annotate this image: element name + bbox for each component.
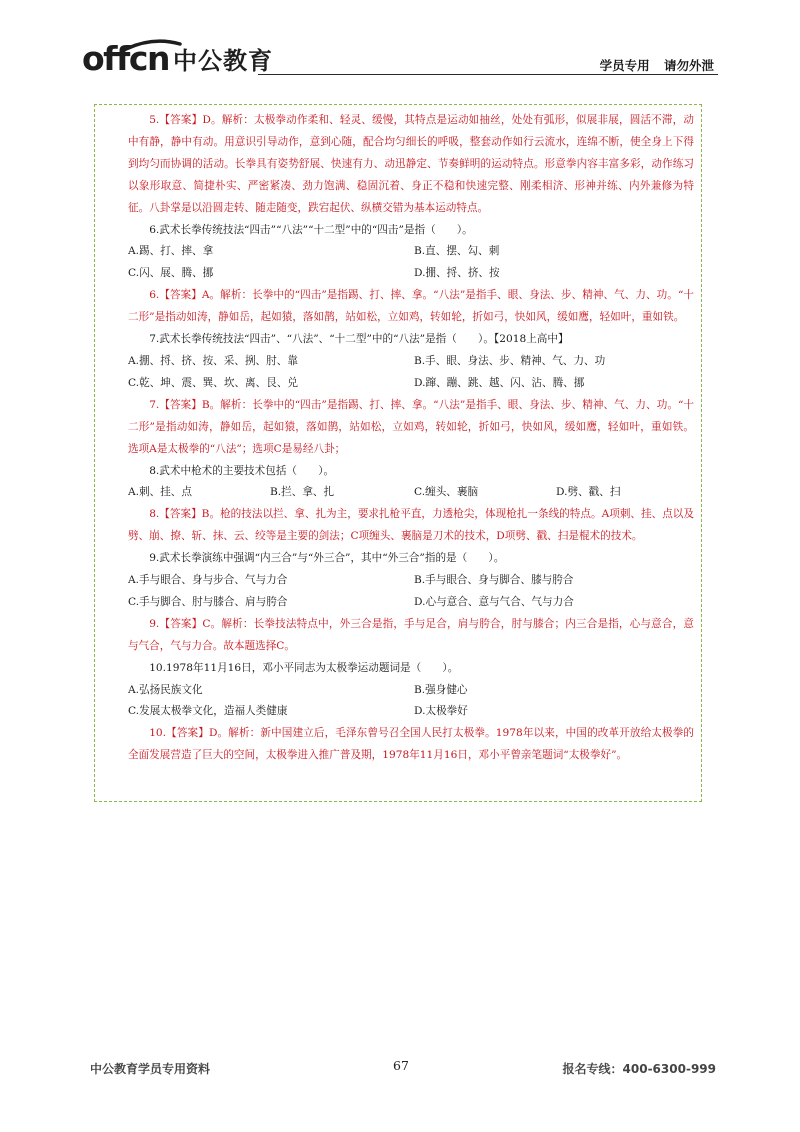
answer-explanation: 8.【答案】B。枪的技法以拦、拿、扎为主，要求扎枪平直，力透枪尖，体现枪扎一条线的特点。A项刺、挂、点以及劈、崩、撩、斩、抹、云、绞等是主要的剑法；C项缠头、裹脑是刀术的技术，D项劈、戳、扫是棍术的技术。 <box>128 508 694 543</box>
question-stem: 6.武术长拳传统技法“四击”“八法”“十二型”中的“四击”是指（ ）。 <box>149 223 473 236</box>
option-list <box>128 680 694 724</box>
option-item: C.手与脚合、肘与膝合、肩与胯合 <box>128 595 288 608</box>
answer-explanation: 10.【答案】D。解析：新中国建立后，毛泽东曾号召全国人民打太极拳。1978年以来，中国的改革开放给太极拳的全面发展营造了巨大的空间，太极拳进入推广普及期，1978年11月16日，邓小平曾亲笔题词“太极拳好”。 <box>128 727 694 762</box>
option-item: A.掤、捋、挤、按、采、挒、肘、靠 <box>128 354 298 367</box>
option-item: C.发展太极拳文化，造福人类健康 <box>128 705 288 718</box>
option-list <box>128 241 694 285</box>
option-item: B.手与眼合、身与脚合、膝与胯合 <box>414 574 574 587</box>
question-stem: 8.武术中枪术的主要技术包括（ ）。 <box>149 464 335 477</box>
logo-chinese-text: 中公教育 <box>172 47 273 75</box>
option-item: D.掤、捋、挤、按 <box>414 267 500 280</box>
option-item: A.踢、打、摔、拿 <box>128 245 214 258</box>
option-item: C.闪、展、腾、挪 <box>128 267 214 280</box>
logo-latin-text: offcn <box>82 39 169 78</box>
option-list <box>128 570 694 614</box>
option-item: B.直、摆、勾、刺 <box>414 245 500 258</box>
question-stem: 10.1978年11月16日，邓小平同志为太极拳运动题词是（ ）。 <box>149 661 459 674</box>
logo-arc-icon <box>122 38 182 52</box>
option-item: D.太极拳好 <box>414 705 468 718</box>
header-confidential-label: 学员专用 请勿外泄 <box>599 58 714 73</box>
question-content <box>128 110 694 767</box>
question-stem: 9.武术长拳演练中强调“内三合”与“外三合”，其中“外三合”指的是（ ）。 <box>149 552 505 565</box>
option-item: B.拦、拿、扎 <box>270 486 335 499</box>
footer-material-label: 中公教育学员专用资料 <box>90 1062 211 1076</box>
option-item: C.缠头、裹脑 <box>414 486 479 499</box>
option-list <box>128 351 694 395</box>
answer-explanation: 9.【答案】C。解析：长拳技法特点中，外三合是指，手与足合，肩与胯合，肘与膝合；内三合是指，心与意合，意与气合，气与力合。故本题选择C。 <box>128 617 694 652</box>
option-item: B.手、眼、身法、步、精神、气、力、功 <box>414 354 606 367</box>
question-stem: 7.武术长拳传统技法“四击”、“八法”、“十二型”中的“八法”是指（ ）。【2018上高中】 <box>149 333 569 346</box>
page-number: 67 <box>393 1058 409 1073</box>
answer-explanation: 6.【答案】A。解析：长拳中的“四击”是指踢、打、摔、拿。“八法”是指手、眼、身法、步、精神、气、力、功。“十二形”是指动如涛，静如岳，起如猿，落如鹊，站如松，立如鸡，转如轮，折如弓，快如风，缓如鹰，轻如叶，重如铁。 <box>128 289 694 324</box>
option-item: A.刺、挂、点 <box>128 486 192 499</box>
option-item: B.强身健心 <box>414 683 468 696</box>
option-item: D.心与意合、意与气合、气与力合 <box>414 595 574 608</box>
option-item: D.蹿、蹦、跳、越、闪、沾、腾、挪 <box>414 376 585 389</box>
option-item: A.手与眼合、身与步合、气与力合 <box>128 574 288 587</box>
option-item: A.弘扬民族文化 <box>128 683 203 696</box>
answer-explanation: 7.【答案】B。解析：长拳中的“四击”是指踢、打、摔、拿。“八法”是指手、眼、身法、步、精神、气、力、功。“十二形”是指动如涛，静如岳，起如猿，落如鹊，站如松，立如鸡，转如轮，折如弓，快如风，缓如鹰，轻如叶，重如铁。选项A是太极拳的“八法”；选项C是易经八卦； <box>128 398 694 455</box>
option-item: C.乾、坤、震、巽、坎、离、艮、兑 <box>128 376 299 389</box>
header-rule <box>258 74 718 75</box>
answer-explanation: 5.【答案】D。解析：太极拳动作柔和、轻灵、缓慢，其特点是运动如抽丝，处处有弧形，似展非展，圆活不滞，动中有静，静中有动。用意识引导动作，意到心随，配合均匀细长的呼吸，整套动作如行云流水，连绵不断，使全身上下得到均匀而协调的活动。长拳具有姿势舒展、快速有力、动迅静定、节奏鲜明的运动特点。形意拳内容丰富多彩，动作练习以象形取意、简捷朴实、严密紧凑、劲力饱满、稳固沉着、身正不稳和快速完整、刚柔相济、形神并练、内外兼修为特征。八卦掌是以沿圆走转、随走随变，跌宕起伏、纵横交错为基本运动特点。 <box>128 114 694 214</box>
option-list <box>128 482 694 504</box>
footer-hotline: 报名专线：400-6300-999 <box>562 1062 716 1076</box>
option-item: D.劈、戳、扫 <box>556 486 621 499</box>
page-header <box>82 40 718 80</box>
